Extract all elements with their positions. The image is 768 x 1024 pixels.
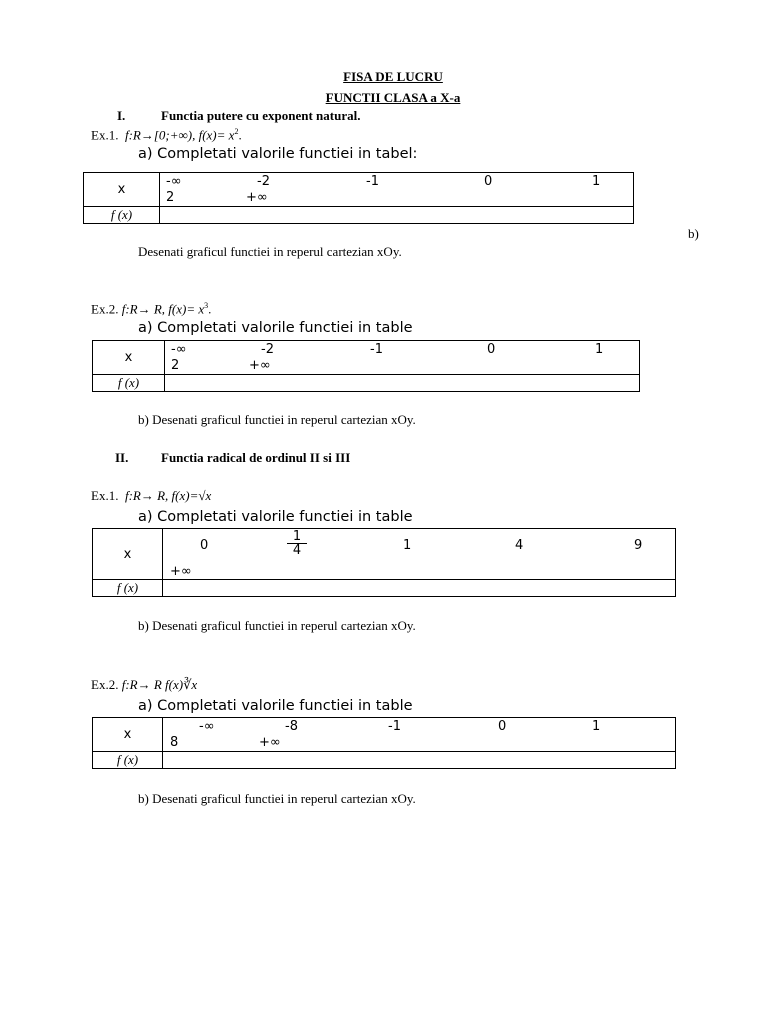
x-value: +∞ (259, 735, 281, 750)
x-value: -2 (257, 174, 270, 189)
formula-end: . (208, 301, 212, 317)
x-value: 0 (498, 719, 507, 734)
x-value: -∞ (166, 174, 182, 189)
ex3-item-b: b) Desenati graficul functiei in reperul cartezian xOy. (138, 618, 416, 633)
fraction-numerator: 1 (287, 530, 307, 544)
x-value: +∞ (249, 358, 271, 373)
x-values-cell[interactable] (160, 173, 634, 207)
x-value: -8 (285, 719, 298, 734)
ex-label: Ex.2. (91, 677, 119, 692)
value-table-1 (83, 172, 634, 224)
fx-values-cell[interactable] (163, 580, 676, 597)
fx-label-text: f (x) (117, 375, 140, 390)
fraction-denominator: 4 (292, 543, 302, 558)
function-formula: f:R→ R f(x)∛x (121, 677, 198, 692)
section-1-number: I. (117, 108, 126, 123)
row-x-label: x (93, 529, 163, 580)
ex2-item-a: a) Completati valorile functiei in table (138, 320, 413, 336)
x-value: 0 (487, 342, 496, 357)
fx-values-cell[interactable] (165, 375, 640, 392)
x-value: -∞ (199, 719, 215, 734)
ex3-formula-line (91, 488, 211, 504)
worksheet-subtitle: FUNCTII CLASA a X-a (325, 90, 461, 105)
ex1-item-b-marker: b) (688, 226, 699, 241)
ex4-item-a: a) Completati valorile functiei in table (138, 698, 413, 714)
ex2-formula-line (91, 301, 211, 317)
row-fx-label (93, 375, 165, 392)
fx-label-text: f (x) (110, 207, 133, 222)
x-value: 1 (403, 538, 412, 553)
x-values-cell[interactable] (163, 529, 676, 580)
section-2-number: II. (115, 450, 129, 465)
function-formula: f:R→ R, f(x)= x (121, 301, 205, 317)
ex2-item-b: b) Desenati graficul functiei in reperul cartezian xOy. (138, 412, 416, 427)
x-value: 2 (171, 358, 180, 373)
ex1-item-a: a) Completati valorile functiei in tabel: (138, 146, 418, 162)
section-2-title: Functia radical de ordinul II si III (161, 450, 351, 465)
x-value: -1 (388, 719, 401, 734)
x-value: 0 (200, 538, 209, 553)
ex4-formula-line (91, 677, 197, 693)
ex1-item-b: Desenati graficul functiei in reperul cartezian xOy. (138, 244, 402, 259)
x-value: +∞ (246, 190, 268, 205)
row-x-label: x (93, 341, 165, 375)
x-value: -1 (366, 174, 379, 189)
x-value: +∞ (170, 564, 192, 579)
worksheet-title: FISA DE LUCRU (343, 69, 443, 84)
ex1-formula-line (91, 127, 242, 143)
x-value: 8 (170, 735, 179, 750)
x-value: 0 (484, 174, 493, 189)
row-fx-label (93, 752, 163, 769)
section-1-title: Functia putere cu exponent natural. (161, 108, 361, 123)
fx-values-cell[interactable] (163, 752, 676, 769)
formula-end: . (238, 127, 242, 143)
function-formula: f:R→[0;+∞), f(x)= x (124, 127, 235, 143)
x-value: 9 (634, 538, 643, 553)
ex-label: Ex.1. (91, 488, 119, 503)
fx-values-cell[interactable] (160, 207, 634, 224)
row-fx-label (84, 207, 160, 224)
row-x-label: x (84, 173, 160, 207)
value-table-3 (92, 528, 676, 597)
row-x-label: x (93, 718, 163, 752)
x-value: 2 (166, 190, 175, 205)
ex4-item-b: b) Desenati graficul functiei in reperul cartezian xOy. (138, 791, 416, 806)
x-values-cell[interactable] (165, 341, 640, 375)
x-values-cell[interactable] (163, 718, 676, 752)
exponent: 3 (204, 301, 209, 310)
ex3-item-a: a) Completati valorile functiei in table (138, 509, 413, 525)
value-table-2 (92, 340, 640, 392)
x-value: 1 (592, 174, 601, 189)
x-value: 1 (595, 342, 604, 357)
x-value: 4 (515, 538, 524, 553)
row-fx-label (93, 580, 163, 597)
ex-label: Ex.1. (91, 127, 119, 143)
fx-label-text: f (x) (116, 752, 139, 767)
value-table-4 (92, 717, 676, 769)
ex-label: Ex.2. (91, 301, 119, 317)
fx-label-text: f (x) (116, 580, 139, 595)
x-value: 1 (592, 719, 601, 734)
function-formula: f:R→ R, f(x)=√x (124, 488, 212, 503)
fraction (287, 530, 307, 557)
exponent: 2 (234, 127, 239, 136)
x-value: -1 (370, 342, 383, 357)
x-value: -∞ (171, 342, 187, 357)
x-value: -2 (261, 342, 274, 357)
